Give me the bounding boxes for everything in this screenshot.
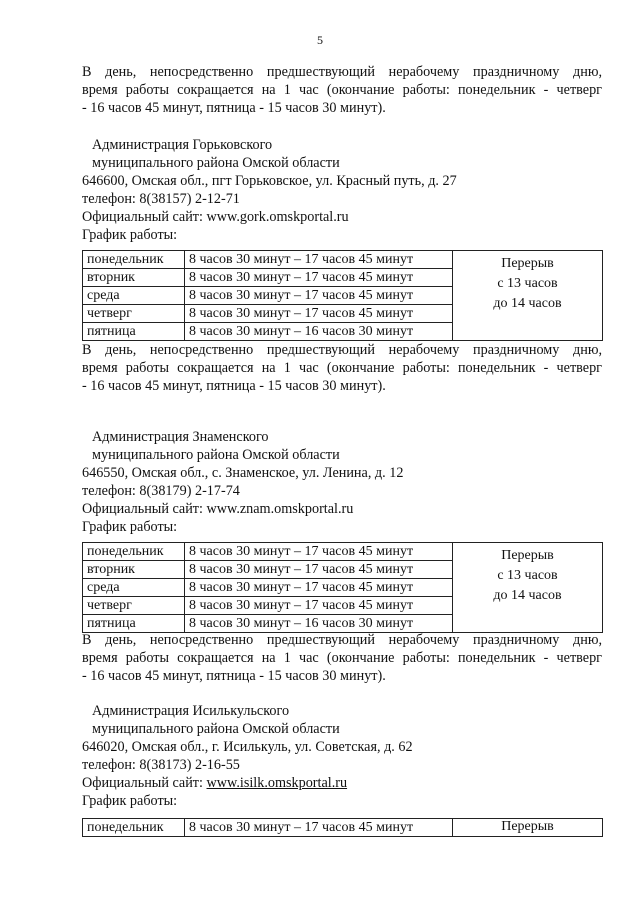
page-number: 5 bbox=[317, 33, 323, 47]
schedule-table-gork bbox=[82, 250, 603, 341]
note-gork bbox=[82, 341, 602, 395]
day-cell: вторник bbox=[83, 269, 185, 287]
day-cell: понедельник bbox=[83, 251, 185, 269]
note-line-1: В день, непосредственно предшествующий нерабочему праздничному дню, bbox=[82, 632, 602, 648]
org-address: 646550, Омская обл., с. Знаменское, ул. Ленина, д. 12 bbox=[82, 465, 404, 481]
hours-cell: 8 часов 30 минут – 17 часов 45 минут bbox=[185, 543, 453, 561]
hours-cell: 8 часов 30 минут – 17 часов 45 минут bbox=[185, 579, 453, 597]
intro-note-line-2: время работы сокращается на 1 час (окончание работы: понедельник - четверг bbox=[82, 82, 602, 98]
day-cell: среда bbox=[83, 287, 185, 305]
hours-cell: 8 часов 30 минут – 17 часов 45 минут bbox=[185, 561, 453, 579]
schedule-table-znam bbox=[82, 542, 603, 633]
break-line-1: Перерыв bbox=[501, 256, 554, 271]
hours-cell: 8 часов 30 минут – 17 часов 45 минут bbox=[185, 269, 453, 287]
break-cell bbox=[453, 543, 603, 633]
org-name-line-2: муниципального района Омской области bbox=[92, 721, 340, 737]
org-address: 646600, Омская обл., пгт Горьковское, ул. Красный путь, д. 27 bbox=[82, 173, 457, 189]
break-cell bbox=[453, 819, 603, 837]
day-cell: пятница bbox=[83, 615, 185, 633]
hours-cell: 8 часов 30 минут – 17 часов 45 минут bbox=[185, 597, 453, 615]
break-line-1: Перерыв bbox=[501, 548, 554, 563]
schedule-label: График работы: bbox=[82, 227, 178, 243]
note-line-3: - 16 часов 45 минут, пятница - 15 часов 30 минут). bbox=[82, 378, 386, 394]
day-cell: понедельник bbox=[83, 543, 185, 561]
website-prefix: Официальный сайт: bbox=[82, 775, 207, 791]
table-row bbox=[83, 251, 603, 269]
intro-note-line-3: - 16 часов 45 минут, пятница - 15 часов 30 минут). bbox=[82, 100, 386, 116]
org-name-line-1: Администрация Исилькульского bbox=[92, 703, 290, 719]
org-name-line-2: муниципального района Омской области bbox=[92, 155, 340, 171]
hours-cell: 8 часов 30 минут – 16 часов 30 минут bbox=[185, 615, 453, 633]
note-line-3: - 16 часов 45 минут, пятница - 15 часов 30 минут). bbox=[82, 668, 386, 684]
hours-cell: 8 часов 30 минут – 17 часов 45 минут bbox=[185, 251, 453, 269]
hours-cell: 8 часов 30 минут – 17 часов 45 минут bbox=[185, 819, 453, 837]
org-block-gork bbox=[82, 136, 602, 244]
intro-note bbox=[82, 63, 602, 117]
note-line-2: время работы сокращается на 1 час (окончание работы: понедельник - четверг bbox=[82, 360, 602, 376]
note-line-2: время работы сокращается на 1 час (окончание работы: понедельник - четверг bbox=[82, 650, 602, 666]
break-cell bbox=[453, 251, 603, 341]
org-name-line-1: Администрация Горьковского bbox=[92, 137, 273, 153]
website-link[interactable]: www.isilk.omskportal.ru bbox=[206, 775, 348, 791]
day-cell: четверг bbox=[83, 597, 185, 615]
org-phone: телефон: 8(38179) 2-17-74 bbox=[82, 483, 240, 499]
note-line-1: В день, непосредственно предшествующий нерабочему праздничному дню, bbox=[82, 342, 602, 358]
break-line-3: до 14 часов bbox=[493, 588, 562, 603]
schedule-table-isilk bbox=[82, 818, 603, 837]
schedule-label: График работы: bbox=[82, 519, 178, 535]
day-cell: пятница bbox=[83, 323, 185, 341]
org-website: Официальный сайт: www.znam.omskportal.ru bbox=[82, 501, 354, 517]
break-line-2: с 13 часов bbox=[497, 276, 558, 291]
break-line-2: с 13 часов bbox=[497, 568, 558, 583]
org-website bbox=[82, 774, 602, 792]
hours-cell: 8 часов 30 минут – 16 часов 30 минут bbox=[185, 323, 453, 341]
hours-cell: 8 часов 30 минут – 17 часов 45 минут bbox=[185, 287, 453, 305]
org-name-line-1: Администрация Знаменского bbox=[92, 429, 269, 445]
org-name-line-2: муниципального района Омской области bbox=[92, 447, 340, 463]
org-phone: телефон: 8(38173) 2-16-55 bbox=[82, 757, 240, 773]
org-address: 646020, Омская обл., г. Исилькуль, ул. Советская, д. 62 bbox=[82, 739, 413, 755]
break-line-1: Перерыв bbox=[501, 819, 554, 834]
hours-cell: 8 часов 30 минут – 17 часов 45 минут bbox=[185, 305, 453, 323]
intro-note-line-1: В день, непосредственно предшествующий нерабочему праздничному дню, bbox=[82, 64, 602, 80]
note-znam bbox=[82, 631, 602, 685]
schedule-label: График работы: bbox=[82, 793, 178, 809]
break-line-3: до 14 часов bbox=[493, 296, 562, 311]
org-phone: телефон: 8(38157) 2-12-71 bbox=[82, 191, 240, 207]
org-block-znam bbox=[82, 428, 602, 536]
day-cell: среда bbox=[83, 579, 185, 597]
table-row bbox=[83, 819, 603, 837]
day-cell: четверг bbox=[83, 305, 185, 323]
day-cell: вторник bbox=[83, 561, 185, 579]
org-block-isilk bbox=[82, 702, 602, 810]
day-cell: понедельник bbox=[83, 819, 185, 837]
table-row bbox=[83, 543, 603, 561]
org-website: Официальный сайт: www.gork.omskportal.ru bbox=[82, 209, 349, 225]
